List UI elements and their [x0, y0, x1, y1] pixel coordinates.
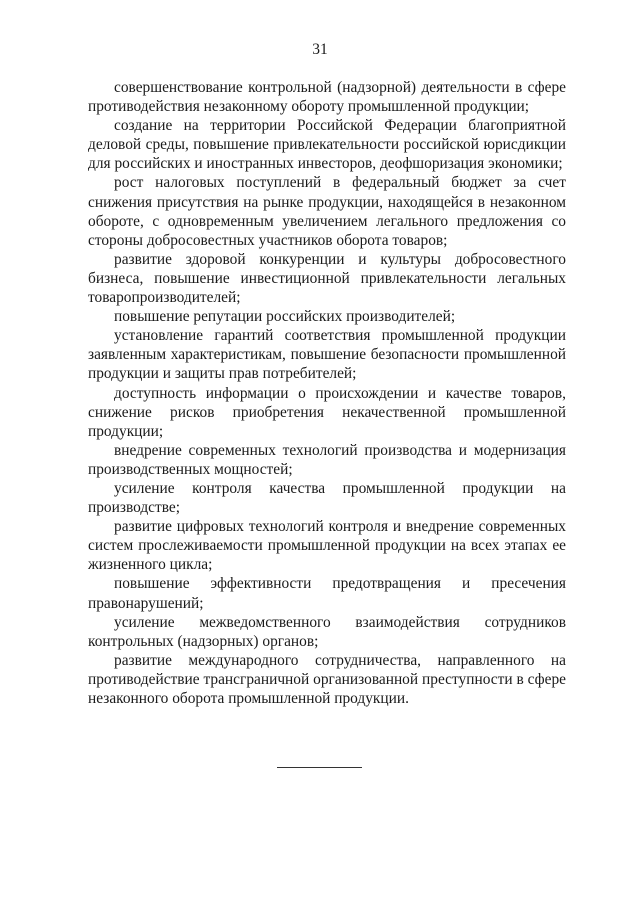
list-item: совершенствование контрольной (надзорной) деятельности в сфере противодействия незаконному обороту промышленной продукции; — [88, 79, 566, 116]
list-item: повышение репутации российских производителей; — [114, 308, 456, 326]
list-item: усиление контроля качества промышленной продукции на производстве; — [88, 479, 566, 517]
list-item: внедрение современных технологий производства и модернизация производственных мощностей; — [88, 441, 566, 478]
list-item: доступность информации о происхождении и качестве товаров, снижение рисков приобретения некачественной промышленной продукции; — [88, 384, 566, 440]
list-item: развитие цифровых технологий контроля и внедрение современных систем прослеживаемости промышленной продукции на всех этапах ее жизненного цикла; — [88, 518, 566, 574]
page-number: 31 — [312, 41, 328, 58]
list-item: создание на территории Российской Федерации благоприятной деловой среды, повышение привлекательности российской юрисдикции для российских и иностранных инвесторов, деофшоризация экономики; — [88, 117, 566, 173]
list-item: развитие международного сотрудничества, направленного на противодействие трансграничной организованной преступности в сфере незаконного оборота промышленной продукции. — [88, 651, 566, 707]
list-item: усиление межведомственного взаимодействия сотрудников контрольных (надзорных) органов; — [88, 613, 566, 650]
document-body — [88, 78, 566, 708]
list-item: повышение эффективности предотвращения и пресечения правонарушений; — [88, 575, 566, 612]
list-item: рост налоговых поступлений в федеральный бюджет за счет снижения присутствия на рынке продукции, находящейся в незаконном обороте, с одновременным увеличением легального предложения со стороны добросовестных участников оборота товаров; — [88, 174, 566, 249]
end-of-document-divider — [277, 767, 362, 768]
list-item: установление гарантий соответствия промышленной продукции заявленным характеристикам, повышение безопасности промышленной продукции и защиты прав потребителей; — [88, 327, 566, 383]
list-item: развитие здоровой конкуренции и культуры добросовестного бизнеса, повышение инвестиционной привлекательности легальных товаропроизводителей; — [88, 250, 566, 307]
